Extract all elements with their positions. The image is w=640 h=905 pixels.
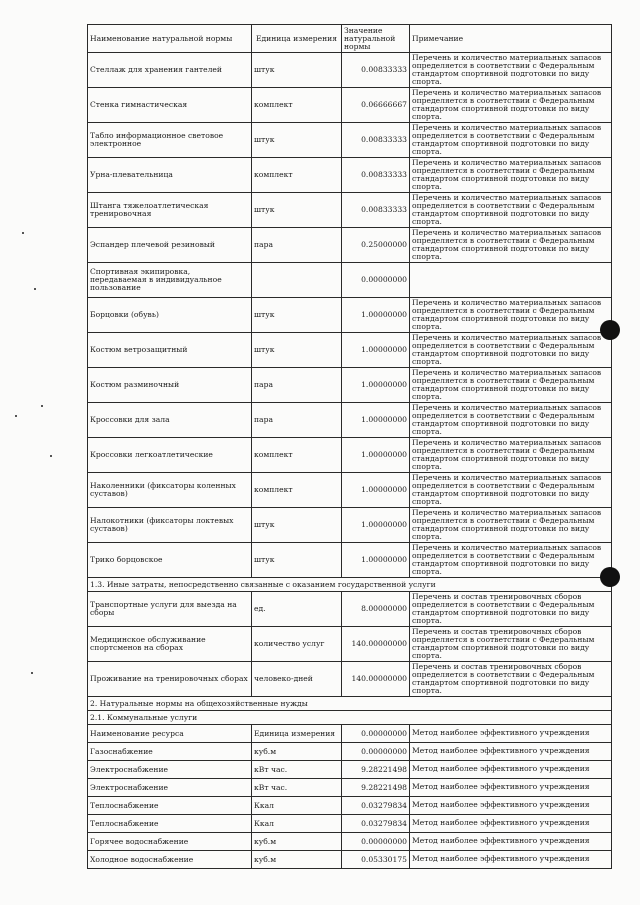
utility-value: 0.03279834 <box>342 797 410 815</box>
utility-name: Наименование ресурса <box>88 725 252 743</box>
row-name: Штанга тяжелоатлетическая тренировочная <box>88 193 252 228</box>
column-header-value: Значение натуральной нормы <box>342 25 410 53</box>
table-row <box>88 158 612 193</box>
row-unit: комплект <box>252 438 342 473</box>
row-note: Перечень и количество материальных запасов определяется в соответствии с Федеральным стандартом спортивной подготовки по виду спорта. <box>410 228 612 263</box>
row-value: 0.00833333 <box>342 123 410 158</box>
row-note: Перечень и состав тренировочных сборов определяется в соответствии с Федеральным стандартом спортивной подготовки по виду спорта. <box>410 627 612 662</box>
row-name: Костюм разминочный <box>88 368 252 403</box>
table-row <box>88 298 612 333</box>
scan-speck <box>50 455 52 457</box>
row-note: Перечень и количество материальных запасов определяется в соответствии с Федеральным стандартом спортивной подготовки по виду спорта. <box>410 158 612 193</box>
row-name: Спортивная экипировка, передаваемая в индивидуальное пользование <box>88 263 252 298</box>
row-value: 0.00000000 <box>342 263 410 298</box>
row-value: 1.00000000 <box>342 403 410 438</box>
table-row <box>88 403 612 438</box>
row-unit: количество услуг <box>252 627 342 662</box>
table-row <box>88 662 612 697</box>
row-name: Трико борцовское <box>88 543 252 578</box>
utility-unit: кВт час. <box>252 779 342 797</box>
row-note: Перечень и количество материальных запасов определяется в соответствии с Федеральным стандартом спортивной подготовки по виду спорта. <box>410 193 612 228</box>
row-unit: штук <box>252 123 342 158</box>
row-note: Перечень и состав тренировочных сборов определяется в соответствии с Федеральным стандартом спортивной подготовки по виду спорта. <box>410 592 612 627</box>
utility-unit: куб.м <box>252 833 342 851</box>
utility-name: Электроснабжение <box>88 761 252 779</box>
utility-note: Метод наиболее эффективного учреждения <box>410 797 612 815</box>
row-value: 1.00000000 <box>342 333 410 368</box>
utility-unit: куб.м <box>252 743 342 761</box>
utility-row <box>88 725 612 743</box>
utility-name: Холодное водоснабжение <box>88 851 252 869</box>
row-name: Медицинское обслуживание спортсменов на сборах <box>88 627 252 662</box>
table-row <box>88 88 612 123</box>
utility-value: 9.28221498 <box>342 761 410 779</box>
utility-value: 0.00000000 <box>342 743 410 761</box>
row-unit: штук <box>252 543 342 578</box>
row-value: 1.00000000 <box>342 543 410 578</box>
row-note: Перечень и количество материальных запасов определяется в соответствии с Федеральным стандартом спортивной подготовки по виду спорта. <box>410 438 612 473</box>
row-note: Перечень и количество материальных запасов определяется в соответствии с Федеральным стандартом спортивной подготовки по виду спорта. <box>410 298 612 333</box>
scan-speck <box>34 288 36 290</box>
utility-row <box>88 797 612 815</box>
row-unit: штук <box>252 508 342 543</box>
utility-name: Горячее водоснабжение <box>88 833 252 851</box>
row-name: Наколенники (фиксаторы коленных суставов) <box>88 473 252 508</box>
utility-row <box>88 779 612 797</box>
utility-unit: Ккал <box>252 797 342 815</box>
row-note: Перечень и количество материальных запасов определяется в соответствии с Федеральным стандартом спортивной подготовки по виду спорта. <box>410 53 612 88</box>
utility-note: Метод наиболее эффективного учреждения <box>410 815 612 833</box>
scan-speck <box>22 232 24 234</box>
row-value: 1.00000000 <box>342 438 410 473</box>
section-row <box>88 697 612 711</box>
scan-speck <box>15 415 17 417</box>
row-unit: штук <box>252 298 342 333</box>
row-value: 8.00000000 <box>342 592 410 627</box>
row-name: Стенка гимнастическая <box>88 88 252 123</box>
row-value: 1.00000000 <box>342 508 410 543</box>
utility-note: Метод наиболее эффективного учреждения <box>410 743 612 761</box>
utility-name: Газоснабжение <box>88 743 252 761</box>
table-row <box>88 53 612 88</box>
scan-speck <box>31 672 33 674</box>
row-name: Табло информационное световое электронное <box>88 123 252 158</box>
row-note: Перечень и количество материальных запасов определяется в соответствии с Федеральным стандартом спортивной подготовки по виду спорта. <box>410 333 612 368</box>
norms-table <box>87 24 612 869</box>
row-note: Перечень и количество материальных запасов определяется в соответствии с Федеральным стандартом спортивной подготовки по виду спорта. <box>410 508 612 543</box>
column-header-name: Наименование натуральной нормы <box>88 25 252 53</box>
utility-value: 0.00000000 <box>342 725 410 743</box>
utility-note: Метод наиболее эффективного учреждения <box>410 851 612 869</box>
utility-row <box>88 743 612 761</box>
utility-name: Теплоснабжение <box>88 815 252 833</box>
utility-name: Электроснабжение <box>88 779 252 797</box>
row-value: 1.00000000 <box>342 368 410 403</box>
row-name: Кроссовки для зала <box>88 403 252 438</box>
table-row <box>88 627 612 662</box>
row-note: Перечень и количество материальных запасов определяется в соответствии с Федеральным стандартом спортивной подготовки по виду спорта. <box>410 543 612 578</box>
section-row <box>88 578 612 592</box>
table-row <box>88 543 612 578</box>
row-name: Транспортные услуги для выезда на сборы <box>88 592 252 627</box>
utility-unit: Ккал <box>252 815 342 833</box>
row-unit: пара <box>252 403 342 438</box>
row-name: Налокотники (фиксаторы локтевых суставов) <box>88 508 252 543</box>
utility-unit: кВт час. <box>252 761 342 779</box>
utility-value: 0.03279834 <box>342 815 410 833</box>
row-name: Костюм ветрозащитный <box>88 333 252 368</box>
binder-hole-mark <box>600 567 620 587</box>
table-row <box>88 368 612 403</box>
row-name: Урна-плевательница <box>88 158 252 193</box>
row-unit: комплект <box>252 158 342 193</box>
row-unit: штук <box>252 53 342 88</box>
row-name: Эспандер плечевой резиновый <box>88 228 252 263</box>
row-name: Кроссовки легкоатлетические <box>88 438 252 473</box>
row-note: Перечень и количество материальных запасов определяется в соответствии с Федеральным стандартом спортивной подготовки по виду спорта. <box>410 88 612 123</box>
section-other-costs: 1.3. Иные затраты, непосредственно связанные с оказанием государственной услуги <box>88 578 612 592</box>
table-header-row <box>88 25 612 53</box>
row-name: Стеллаж для хранения гантелей <box>88 53 252 88</box>
row-value: 0.00833333 <box>342 53 410 88</box>
utility-value: 0.00000000 <box>342 833 410 851</box>
section-row <box>88 711 612 725</box>
table-row <box>88 473 612 508</box>
table-row <box>88 508 612 543</box>
row-unit: пара <box>252 228 342 263</box>
row-unit: пара <box>252 368 342 403</box>
utility-note: Метод наиболее эффективного учреждения <box>410 725 612 743</box>
utility-unit: Единица измерения <box>252 725 342 743</box>
row-unit: комплект <box>252 88 342 123</box>
row-unit: штук <box>252 333 342 368</box>
binder-hole-mark <box>600 320 620 340</box>
row-note: Перечень и количество материальных запасов определяется в соответствии с Федеральным стандартом спортивной подготовки по виду спорта. <box>410 368 612 403</box>
row-value: 0.25000000 <box>342 228 410 263</box>
row-unit: штук <box>252 193 342 228</box>
utility-unit: куб.м <box>252 851 342 869</box>
row-value: 0.00833333 <box>342 193 410 228</box>
table-row <box>88 333 612 368</box>
utility-row <box>88 761 612 779</box>
column-header-unit: Единица измерения <box>252 25 342 53</box>
table-row <box>88 263 612 298</box>
table-row <box>88 592 612 627</box>
section-utilities: 2.1. Коммунальные услуги <box>88 711 612 725</box>
scan-speck <box>41 405 43 407</box>
row-name: Проживание на тренировочных сборах <box>88 662 252 697</box>
utility-row <box>88 815 612 833</box>
row-value: 0.06666667 <box>342 88 410 123</box>
row-value: 140.00000000 <box>342 662 410 697</box>
row-unit: человеко-дней <box>252 662 342 697</box>
utility-name: Теплоснабжение <box>88 797 252 815</box>
utility-value: 0.05330175 <box>342 851 410 869</box>
row-note <box>410 263 612 298</box>
utility-value: 9.28221498 <box>342 779 410 797</box>
table-row <box>88 438 612 473</box>
row-unit: комплект <box>252 473 342 508</box>
table-row <box>88 123 612 158</box>
row-note: Перечень и количество материальных запасов определяется в соответствии с Федеральным стандартом спортивной подготовки по виду спорта. <box>410 473 612 508</box>
row-unit: ед. <box>252 592 342 627</box>
utility-note: Метод наиболее эффективного учреждения <box>410 833 612 851</box>
row-unit <box>252 263 342 298</box>
norms-table-body <box>88 25 612 869</box>
row-value: 1.00000000 <box>342 473 410 508</box>
utility-row <box>88 833 612 851</box>
row-value: 1.00000000 <box>342 298 410 333</box>
table-row <box>88 193 612 228</box>
row-note: Перечень и состав тренировочных сборов определяется в соответствии с Федеральным стандартом спортивной подготовки по виду спорта. <box>410 662 612 697</box>
table-row <box>88 228 612 263</box>
utility-row <box>88 851 612 869</box>
row-name: Борцовки (обувь) <box>88 298 252 333</box>
row-value: 140.00000000 <box>342 627 410 662</box>
column-header-note: Примечание <box>410 25 612 53</box>
utility-note: Метод наиболее эффективного учреждения <box>410 761 612 779</box>
utility-note: Метод наиболее эффективного учреждения <box>410 779 612 797</box>
row-note: Перечень и количество материальных запасов определяется в соответствии с Федеральным стандартом спортивной подготовки по виду спорта. <box>410 403 612 438</box>
row-value: 0.00833333 <box>342 158 410 193</box>
section-general-needs: 2. Натуральные нормы на общехозяйственные нужды <box>88 697 612 711</box>
row-note: Перечень и количество материальных запасов определяется в соответствии с Федеральным стандартом спортивной подготовки по виду спорта. <box>410 123 612 158</box>
